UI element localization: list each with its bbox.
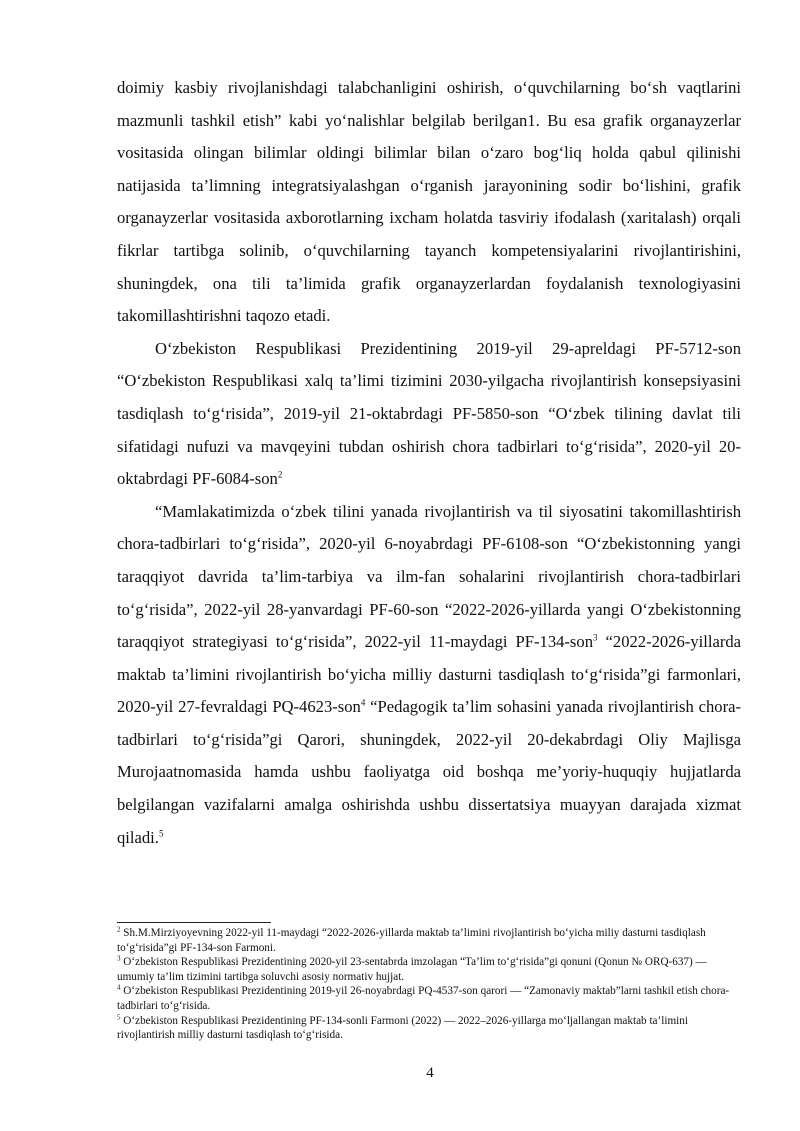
paragraph-3-text-part1: “Mamlakatimizda o‘zbek tilini yanada rivojlantirish va til siyosatini takomillashtirish chora-tadbirlari to‘g‘risida”, 2020-yil 6-noyabrdagi PF-6108-son “O‘zbekistonning yangi taraqqiyot davrida ta’lim-tarbiya va ilm-fan sohalarini rivojlantirish chora-tadbirlari to‘g‘risida”, 2022-yil 28-yanvardagi PF-60-son “2022-2026-yillarda yangi O‘zbekistonning taraqqiyot strategiyasi to‘g‘risida”, 2022-yil 11-maydagi PF-134-son bbox=[117, 501, 741, 652]
footnote-text: O‘zbekiston Respublikasi Prezidentining 2020-yil 23-sentabrda imzolagan “Ta’lim to‘g‘risida”gi qonuni (Qonun № ORQ-637) — umumiy ta’lim tizimini tartibga soluvchi asosiy normativ hujjat. bbox=[117, 956, 707, 983]
footnote-4 bbox=[117, 984, 743, 1013]
footnote-ref-2[interactable]: 2 bbox=[277, 469, 283, 480]
paragraph-1-text: doimiy kasbiy rivojlanishdagi talabchanligini oshirish, o‘quvchilarning bo‘sh vaqtlarini mazmunli tashkil etish” kabi yo‘nalishlar belgilab berilgan1. Bu esa grafik organayzerlar vositasida olingan bilimlar oldingi bilimlar bilan o‘zaro bog‘liq holda qabul qilinishi natijasida ta’limning integratsiyalashgan o‘rganish jarayonining sodir bo‘lishini, grafik organayzerlar vositasida axborotlarning ixcham holatda tasviriy ifodalash (xaritalash) orqali fikrlar tartibga solinib, o‘quvchilarning tayanch kompetensiyalarini rivojlantirishini, shuningdek, ona tili ta’limida grafik organayzerlardan foydalanish texnologiyasini takomillashtirishni taqozo etadi. bbox=[117, 78, 741, 326]
footnote-2 bbox=[117, 926, 743, 955]
footnote-ref-5[interactable]: 5 bbox=[158, 828, 164, 839]
footnote-text: O‘zbekiston Respublikasi Prezidentining 2019-yil 26-noyabrdagi PQ-4537-son qarori — “Zamonaviy maktab”larni tashkil etish chora-tadbirlari to‘g‘risida. bbox=[117, 985, 730, 1012]
paragraph-3-text-part3: “Pedagogik ta’lim sohasini yanada rivojlantirish chora-tadbirlari to‘g‘risida”gi Qarori, shuningdek, 2022-yil 20-dekabrdagi Oliy Majlisga Murojaatnomasida hamda ushbu faoliyatga oid boshqa me’yoriy-huquqiy hujjatlarda belgilangan vazifalarni amalga oshirishda ushbu dissertatsiya muayyan darajada xizmat qiladi. bbox=[117, 697, 741, 847]
paragraph-2 bbox=[117, 333, 741, 496]
footnote-number: 5 bbox=[117, 1012, 121, 1021]
body-text bbox=[117, 72, 741, 854]
footnote-3 bbox=[117, 955, 743, 984]
footnote-ref-4[interactable]: 4 bbox=[360, 697, 366, 708]
footnote-number: 3 bbox=[117, 954, 121, 963]
footnote-number: 2 bbox=[117, 925, 121, 934]
footnote-text: Sh.M.Mirziyoyevning 2022-yil 11-maydagi “2022-2026-yillarda maktab ta’limini rivojlantirish bo‘yicha miliy dasturni tasdiqlash to‘g‘risida”gi PF-134-son Farmoni. bbox=[117, 927, 706, 954]
footnotes bbox=[117, 926, 743, 1043]
footnote-ref-3[interactable]: 3 bbox=[593, 632, 598, 643]
footnote-5 bbox=[117, 1014, 743, 1043]
footnote-text: O‘zbekiston Respublikasi Prezidentining PF-134-sonli Farmoni (2022) — 2022–2026-yillarga mo‘ljallangan maktab ta’limini rivojlantirish milliy dasturni tasdiqlash to‘g‘risida. bbox=[117, 1014, 688, 1042]
paragraph-2-text: O‘zbekiston Respublikasi Prezidentining 2019-yil 29-apreldagi PF-5712-son “O‘zbekiston Respublikasi xalq ta’limi tizimini 2030-yilgacha rivojlantirish konsepsiyasini tasdiqlash to‘g‘risida”, 2019-yil 21-oktabrdagi PF-5850-son “O‘zbek tilining davlat tili sifatidagi nufuzi va mavqeyini tubdan oshirish chora tadbirlari to‘g‘risida”, 2020-yil 20-oktabrdagi PF-6084-son bbox=[117, 338, 741, 489]
paragraph-3-text-part2: “2022-2026-yillarda maktab ta’limini rivojlantirish bo‘yicha milliy dasturni tasdiqlash to‘g‘risida”gi farmonlari, 2020-yil 27-fevraldagi PQ-4623-son bbox=[117, 632, 742, 717]
footnote-separator bbox=[117, 922, 271, 923]
paragraph-3 bbox=[117, 496, 741, 855]
footnote-number: 4 bbox=[117, 983, 121, 992]
page-number: 4 bbox=[426, 1065, 434, 1081]
paragraph-1 bbox=[117, 72, 741, 333]
